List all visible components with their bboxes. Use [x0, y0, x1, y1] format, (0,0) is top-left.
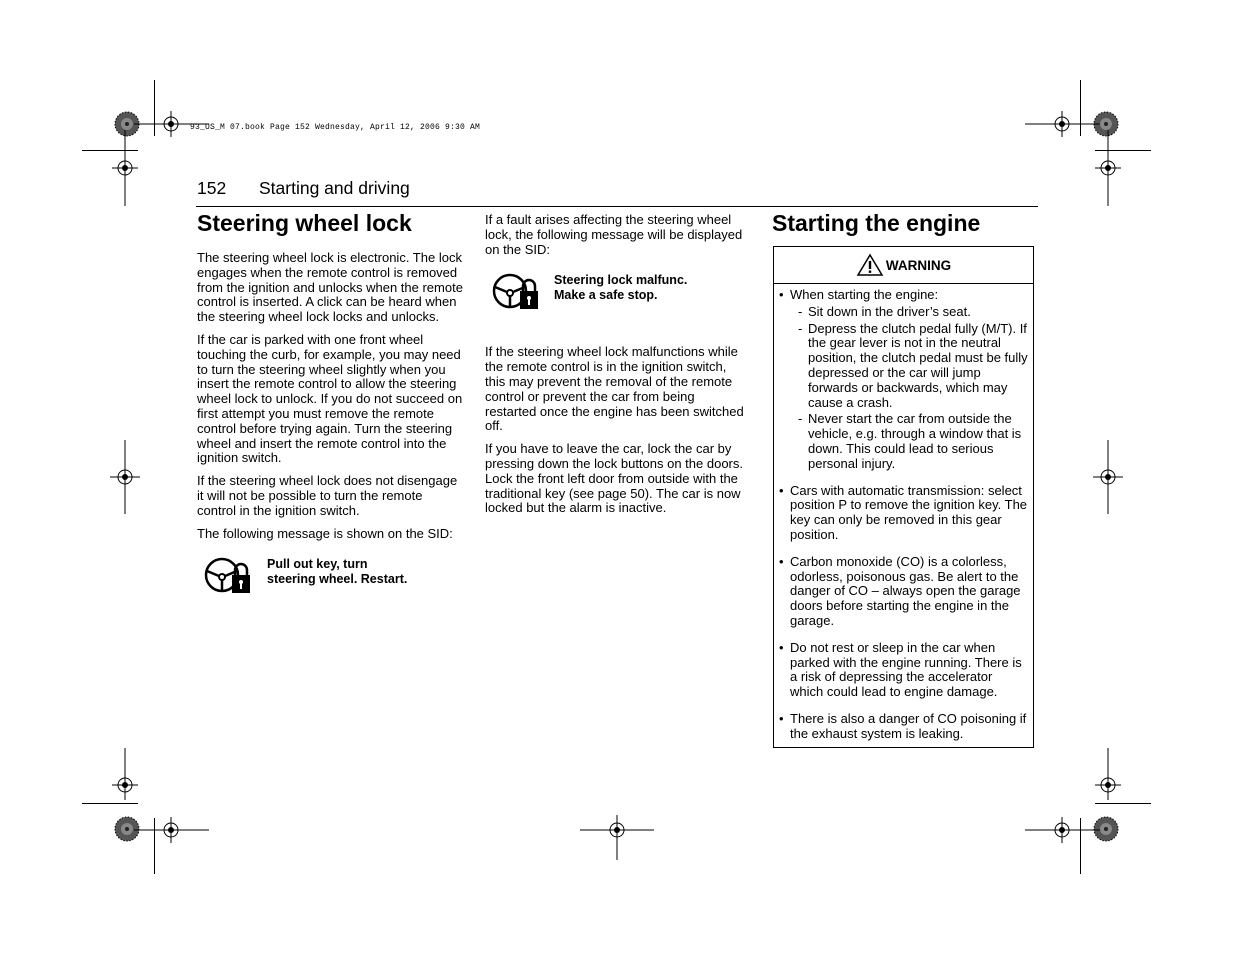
sid-text — [267, 557, 407, 586]
sid-line: Pull out key, turn — [267, 557, 368, 572]
paragraph: If the steering wheel lock malfunctions while the remote control is in the ignition switch, this may prevent the removal of the remote control or prevent the car from being restarted once the engine has been switched off. — [485, 344, 744, 434]
bullet: • — [779, 287, 784, 302]
middle-intro — [485, 213, 749, 257]
paragraph: If a fault arises affecting the steering wheel lock, the following message will be displayed on the SID: — [485, 212, 743, 257]
paragraph: The steering wheel lock is electronic. The lock engages when the remote control is removed from the ignition and unlocks when the remote control is inserted. A click can be heard when the steering wheel lock locks and unlocks. — [197, 250, 463, 325]
sid-line: steering wheel. Restart. — [267, 571, 408, 586]
warning-list — [774, 284, 1033, 742]
warning-text: There is also a danger of CO poisoning if the exhaust system is leaking. — [790, 710, 1027, 741]
warning-triangle-icon — [856, 253, 884, 277]
middle-body — [485, 345, 749, 516]
warning-text: Do not rest or sleep in the car when parked with the engine running. There is a risk of depressing the accelerator which could lead to engine damage. — [790, 639, 1022, 700]
warning-text: Carbon monoxide (CO) is a colorless, odorless, poisonous gas. Be alert to the danger of CO – always open the garage doors before starting the engine in the garage. — [790, 553, 1021, 628]
subitem-text: Sit down in the driver’s seat. — [808, 303, 971, 319]
subitem-text: Depress the clutch pedal fully (M/T). If the gear lever is not in the neutral position, the clutch pedal must be fully depressed or the car will jump forwards or backwards, which may cause a crash. — [808, 320, 1028, 410]
warning-subitem: - Sit down in the driver’s seat. — [798, 303, 971, 319]
bullet: • — [779, 639, 784, 655]
warning-subitem: - Depress the clutch pedal fully (M/T). If the gear lever is not in the neutral position, the clutch pedal must be fully depressed or the car will jump forwards or backwards, which may cause a crash. — [798, 320, 1028, 410]
warning-item — [779, 641, 1029, 700]
paragraph: If the steering wheel lock does not disengage it will not be possible to turn the remote control in the ignition switch. — [197, 473, 458, 518]
warning-box — [773, 246, 1034, 748]
left-body — [197, 251, 463, 541]
steering-lock-icon — [491, 271, 539, 311]
warning-header — [774, 247, 1033, 284]
bullet: • — [779, 710, 784, 726]
left-column — [197, 210, 463, 601]
warning-subitem: - Never start the car from outside the vehicle, e.g. through a window that is down. This could lead to serious personal injury. — [798, 411, 1022, 471]
bullet: • — [779, 553, 784, 569]
bullet: • — [779, 482, 784, 498]
warning-item — [779, 484, 1029, 543]
steering-lock-icon — [203, 555, 251, 595]
subitem-text: Never start the car from outside the vehicle, e.g. through a window that is down. This could lead to serious personal injury. — [808, 411, 1022, 471]
middle-column — [485, 213, 749, 524]
sid-line: Make a safe stop. — [554, 287, 658, 302]
paragraph: The following message is shown on the SID: — [197, 525, 453, 541]
warning-text: When starting the engine: — [790, 287, 939, 302]
paragraph: If you have to leave the car, lock the car by pressing down the lock buttons on the doors. Lock the front left door from outside with the traditional key (see page 50). The car is now locked but the alarm is inactive. — [485, 441, 743, 516]
warning-item — [779, 555, 1029, 629]
paragraph: If the car is parked with one front wheel touching the curb, for example, you may need to turn the steering wheel slightly when you insert the remote control to allow the steering wheel lock to unlock. If you do not succeed on first attempt you must remove the remote control before trying again. Turn the steering wheel and insert the remote control into the ignition switch. — [197, 331, 463, 466]
page-header — [197, 178, 410, 199]
section-heading: Starting the engine — [772, 210, 981, 236]
sid-message — [197, 555, 463, 601]
section-heading: Steering wheel lock — [197, 210, 412, 236]
warning-item — [779, 712, 1029, 742]
sid-text — [554, 273, 687, 302]
warning-label: WARNING — [885, 257, 952, 273]
print-info: 93_US_M 07.book Page 152 Wednesday, April 12, 2006 9:30 AM — [190, 123, 481, 132]
warning-item — [779, 288, 1029, 472]
section-title: Starting and driving — [259, 178, 410, 198]
warning-text: Cars with automatic transmission: select position P to remove the ignition key. The key can only be removed in this gear position. — [790, 482, 1028, 542]
page-number: 152 — [197, 178, 227, 198]
sid-line: Steering lock malfunc. — [554, 273, 688, 288]
header-rule — [196, 206, 1038, 207]
sid-message — [485, 271, 749, 317]
